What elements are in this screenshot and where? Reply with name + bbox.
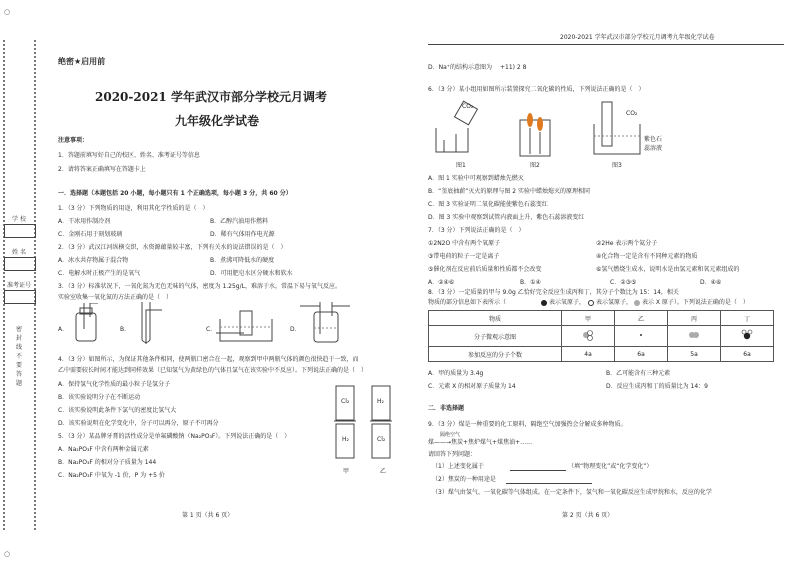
molecule-ding-icon bbox=[721, 326, 774, 347]
q9-2: （2）焦炭的一种用途是 bbox=[432, 476, 496, 483]
q4: 4．（3 分）如图所示，为保证其他条件相同，使两瓶口密合在一起，观察到甲中两瓶气体的颜色很快趋于一致，而 bbox=[58, 356, 359, 363]
opt-a: A． bbox=[58, 326, 69, 333]
q5-a: A．Na₂PO₃F 中含有两种金属元素 bbox=[58, 446, 149, 453]
q2-c: C．电解水时正极产生的是氧气 bbox=[58, 270, 141, 277]
label-yi: 乙 bbox=[380, 468, 387, 475]
q5-b: B．Na₂PO₃F 的相对分子质量为 144 bbox=[58, 459, 157, 466]
q3: 3．（3 分）标准状况下，一氧化氮为无色无味的气体，密度为 1.25g/L，难溶于水，常温下易与氧气反应。 bbox=[58, 283, 341, 290]
q7-c: C．②③⑤ bbox=[610, 279, 637, 286]
apparatus-a bbox=[68, 303, 108, 345]
notice-1: 1．答题前填写好自己的校区、姓名、准考证号等信息 bbox=[58, 152, 200, 159]
q8: 8．（3 分）一定质量的甲与 9.0g 乙恰好完全反应生成丙和丁，其分子个数比为 15：14，相关 bbox=[428, 289, 679, 296]
q1-b: B．乙醇汽油用作燃料 bbox=[210, 218, 269, 225]
figure-1 bbox=[428, 100, 488, 158]
q6: 6．（3 分）某小组用如图所示装置探究二氧化碳的性质，下列说法正确的是（ ） bbox=[428, 86, 645, 93]
th-ding: 丁 bbox=[721, 311, 774, 326]
q7-d: D．④⑥ bbox=[700, 279, 722, 286]
section-1: 一．选择题（本题包括 20 小题，每小题只有 1 个正确选项，每小题 3 分，共 60 分） bbox=[58, 190, 292, 197]
apparatus-c bbox=[216, 305, 276, 345]
co2-label-3: CO₂ bbox=[626, 110, 638, 117]
q8-d: D．反应生成丙和丁的质量比为 14：9 bbox=[606, 383, 708, 390]
section-2: 二．非选择题 bbox=[428, 405, 465, 412]
q1-a: A．干冰用作制冷剂 bbox=[58, 218, 111, 225]
opt-b: B． bbox=[120, 326, 131, 333]
q6-d: D．图 3 实验中观察到试管内液面上升，紫色石蕊溶液变红 bbox=[428, 214, 585, 221]
q8-a: A．甲的质量为 3.4g bbox=[428, 370, 484, 377]
q9-3: （3）煤气由氢气、一氧化碳等气体组成。在一定条件下，氢气和一氧化碳反应生成甲烷和水，反应的化学 bbox=[432, 489, 712, 496]
figure-2 bbox=[512, 106, 560, 158]
q9-1: （1）上述变化属于 bbox=[432, 463, 484, 470]
apparatus-d bbox=[300, 302, 356, 346]
q9: 9．（3 分）煤是一种重要的化工原料，隔绝空气加强热会分解成多种物质。 bbox=[428, 421, 627, 428]
q9-equation: 煤——→焦炭+焦炉煤气+煤焦油+…… bbox=[428, 439, 533, 446]
opt-c: C． bbox=[206, 326, 217, 333]
x-atom-icon bbox=[634, 300, 640, 306]
fig3-caption: 图3 bbox=[612, 162, 622, 169]
school-box[interactable] bbox=[4, 224, 36, 238]
q7-4: ④化合物一定是含有不同种元素的物质 bbox=[596, 253, 698, 260]
jar-cl2-bottom: Cl₂ bbox=[377, 436, 386, 443]
q7-1: ①2N2O 中含有两个氧原子 bbox=[428, 240, 501, 247]
q9-1-hint: （填“物理变化”或“化学变化”） bbox=[568, 463, 653, 470]
q9-condition: 隔绝空气 bbox=[440, 432, 461, 438]
q8-legend-0: 物质的部分信息如下表所示（ bbox=[428, 299, 507, 306]
q7-6: ⑥氢气燃烧生成水，说明水是由氢元素和氧元素组成的 bbox=[596, 266, 740, 273]
th-yi: 乙 bbox=[615, 311, 668, 326]
q8-legend-1: 表示氧原子， bbox=[549, 299, 586, 306]
q4-c: C．该实验说明此条件下氯气的密度比氢气大 bbox=[58, 407, 177, 414]
count-bing: 5a bbox=[668, 347, 721, 362]
co2-label-1: CO₂ bbox=[462, 103, 474, 110]
na-ion-diagram: +11) 2 8 bbox=[500, 64, 527, 71]
opt-d: D． bbox=[290, 326, 301, 333]
oxygen-atom-icon bbox=[541, 300, 547, 306]
th-jia: 甲 bbox=[562, 311, 615, 326]
q6-c: C．图 3 实验证明二氧化碳能使紫色石蕊变红 bbox=[428, 201, 548, 208]
q9-prompt: 请回答下列问题： bbox=[428, 451, 477, 458]
apparatus-b bbox=[132, 300, 172, 346]
q3-2: 实验室收集一氧化氮的方法正确的是（ ） bbox=[58, 294, 173, 301]
fig2-caption: 图2 bbox=[530, 162, 540, 169]
q4-b: B．该实验说明分子在不断运动 bbox=[58, 394, 141, 401]
count-jia: 4a bbox=[562, 347, 615, 362]
name-box[interactable] bbox=[4, 257, 36, 271]
q9-1-blank[interactable] bbox=[510, 470, 566, 471]
label-jia: 甲 bbox=[343, 468, 350, 475]
q7-5: ⑤催化剂在反应前后质量和性质都不会改变 bbox=[428, 266, 542, 273]
page1-footer: 第 1 页（共 6 页） bbox=[182, 512, 234, 519]
q7-3: ③带电荷的粒子一定是离子 bbox=[428, 253, 500, 260]
q6-b: B．“釜底抽薪”灭火的原理与图 2 实验中蜡烛熄灭的原理相同 bbox=[428, 188, 590, 195]
q4-2: 乙中需要较长时间才能达到同样效果（已知氢气为黄绿色的气体且氯气在该实验中不反应）。下列说法正确的是（ ） bbox=[58, 367, 368, 374]
jar-h2-top: H₂ bbox=[377, 398, 384, 405]
exam-subtitle: 九年级化学试卷 bbox=[175, 114, 260, 128]
q1-d: D．稀有气体用作电光源 bbox=[210, 231, 275, 238]
binding-note: 密 封 线 不 要 答 题 bbox=[16, 326, 23, 387]
count-ding: 6a bbox=[721, 347, 774, 362]
school-label: 学 校 bbox=[12, 216, 26, 223]
q8-table bbox=[428, 310, 774, 362]
q8-legend-2: 表示氢原子， bbox=[596, 299, 633, 306]
page2-footer: 第 2 页（共 6 页） bbox=[562, 512, 614, 519]
q8-b: B．乙可能含有三种元素 bbox=[606, 370, 671, 377]
q2-a: A．冰水共存物属于混合物 bbox=[58, 257, 129, 264]
row-molecule: 分子微观示意图 bbox=[429, 326, 562, 347]
q4-d: D．该实验说明在化学变化中，分子可以再分，原子不可再分 bbox=[58, 420, 219, 427]
notice-2: 2．请将答案正确填写在答题卡上 bbox=[58, 166, 146, 173]
q5-d: D．Na⁺的结构示意图为 bbox=[428, 64, 492, 71]
notice-title: 注意事项： bbox=[58, 137, 89, 144]
secret-mark: 绝密★启用前 bbox=[58, 57, 106, 66]
id-label: 准考证号 bbox=[6, 282, 31, 289]
q7-b: B．①④ bbox=[520, 279, 541, 286]
q8-c: C．元素 X 的相对原子质量为 14 bbox=[428, 383, 516, 390]
count-yi: 6a bbox=[615, 347, 668, 362]
dotted-rule-inner bbox=[34, 40, 37, 530]
q7: 7．（3 分）下列说法正确的是（ ） bbox=[428, 227, 525, 234]
q2-b: B．煮沸可降低水的硬度 bbox=[210, 257, 275, 264]
name-label: 姓 名 bbox=[12, 249, 26, 256]
exam-title: 2020-2021 学年武汉市部分学校元月调考 bbox=[95, 90, 327, 104]
q8-legend-3: 表示 X 原子）。下列说法正确的是（ ） bbox=[642, 299, 749, 306]
molecule-yi-cell bbox=[615, 326, 668, 347]
q1-c: C．金刚石用于刻划玻璃 bbox=[58, 231, 123, 238]
header-rule bbox=[428, 44, 784, 45]
hydrogen-atom-icon bbox=[588, 300, 594, 306]
q6-a: A．图 1 实验中可观察到蜡烛先燃灭 bbox=[428, 175, 524, 182]
q4-a: A．保持氢气化学性质的最小粒子是氢分子 bbox=[58, 381, 171, 388]
fig1-caption: 图1 bbox=[456, 162, 466, 169]
figure-3 bbox=[592, 100, 648, 158]
molecule-jia-icon bbox=[562, 326, 615, 347]
row-count: 参加反应的分子个数 bbox=[429, 347, 562, 362]
jar-h2-bottom: H₂ bbox=[342, 436, 349, 443]
q7-a: A．②④⑥ bbox=[428, 279, 455, 286]
reagent-label-1: 紫色石 bbox=[644, 136, 663, 143]
th-bing: 丙 bbox=[668, 311, 721, 326]
q2: 2．（3 分）武汉江河纵横交织，水资源蕴量较丰富，下列有关水的说法错误的是（ ） bbox=[58, 244, 287, 251]
th-substance: 物质 bbox=[429, 311, 562, 326]
binding-dots: ○ ○ bbox=[4, 8, 12, 558]
q5-c: C．Na₂PO₃F 中氧为 -1 价，P 为 +5 价 bbox=[58, 472, 165, 479]
q5: 5．（3 分）某品牌牙膏的活性成分是单氟磷酸钠（Na₂PO₃F）。下列说法正确的是（ ） bbox=[58, 433, 291, 440]
jar-cl2-top: Cl₂ bbox=[341, 398, 350, 405]
id-box[interactable] bbox=[4, 290, 36, 304]
q7-2: ②2He 表示两个氦分子 bbox=[596, 240, 658, 247]
q2-d: D．可用肥皂水区分硬水和软水 bbox=[210, 270, 293, 277]
q1: 1．（3 分）下列物质的用途，利用其化学性质的是（ ） bbox=[58, 205, 209, 212]
molecule-bing-icon bbox=[668, 326, 721, 347]
q9-2-blank[interactable] bbox=[506, 483, 592, 484]
reagent-label-2: 蕊溶液 bbox=[644, 145, 663, 152]
page2-header: 2020-2021 学年武汉市部分学校元月调考九年级化学试卷 bbox=[560, 34, 715, 41]
